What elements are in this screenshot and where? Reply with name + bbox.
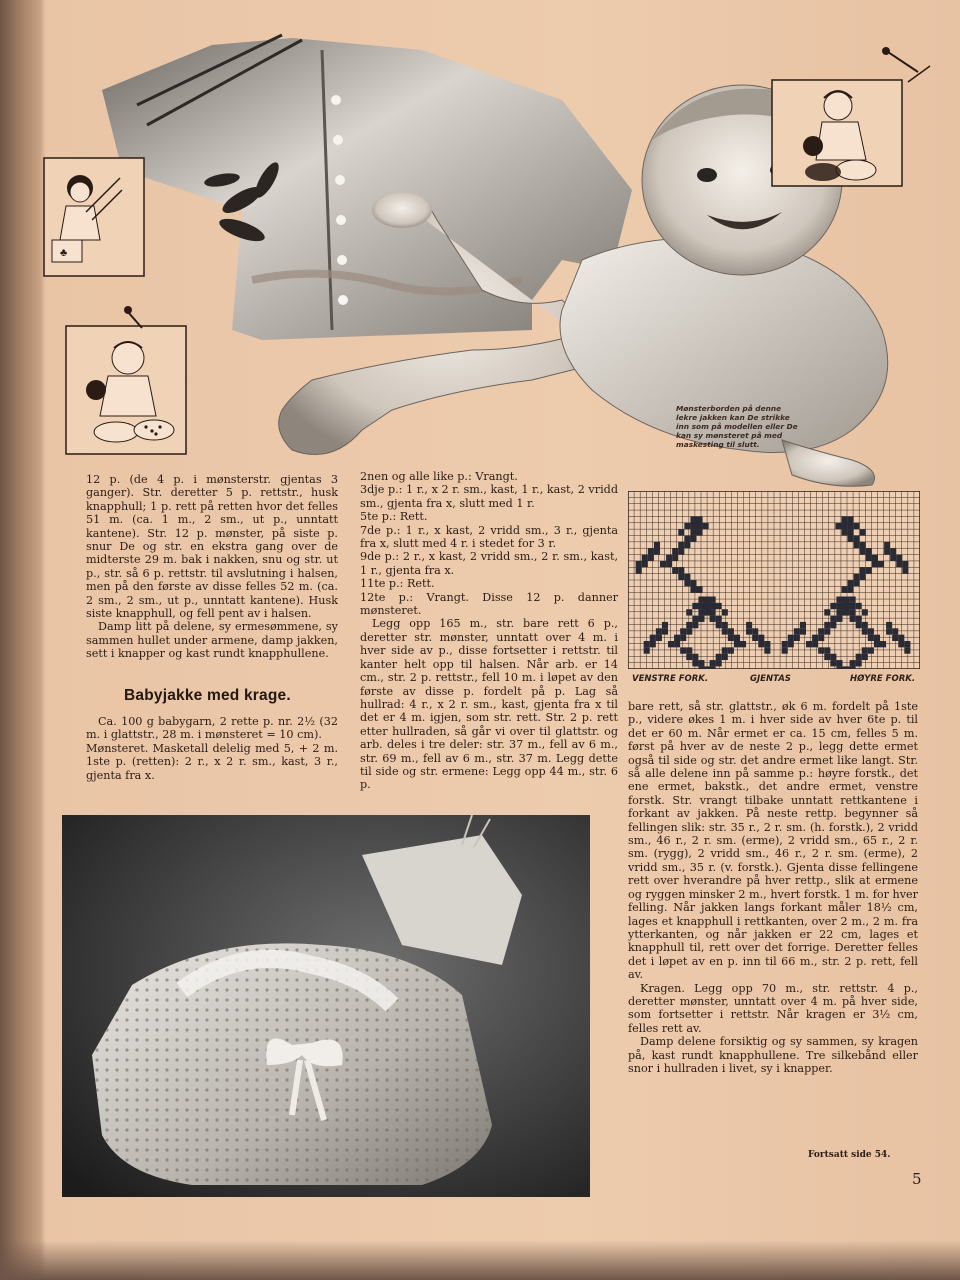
continued-note: Fortsatt side 54.: [808, 1150, 891, 1160]
illustration-girl-knitting: [30, 150, 148, 280]
column-1-text: [86, 473, 338, 661]
svg-text:♣: ♣: [60, 247, 68, 259]
chart-label-left: VENSTRE FORK.: [632, 674, 709, 684]
paragraph: 3dje p.: 1 r., x 2 r. sm., kast, 1 r., kast, 2 vridd sm., gjenta fra x, slutt med 1 r.: [360, 483, 618, 510]
paragraph: Legg opp 165 m., str. bare rett 6 p., deretter str. mønster, unntatt over 4 m. i hver side av p., disse fortsetter i rettstr. til kanter helt opp til halsen. Når arb. er 14 cm., str. 2 p. rettstr., fell 10 m. i løpet av den første av disse p. fordelt på p. Lag så hullrad: 4 r., x 2 r. sm., kast, gjenta fra x til det er 4 m. igjen, som str. rett. Str. 2 p. rett etter hullraden, så går vi over til glattstr. og arb. deles i tre deler: str. 37 m., fell av 6 m., str. 69 m., fell av 6 m., str. 37 m. Legg dette til side og str. ermene: Legg opp 44 m., str. 6 p.: [360, 617, 618, 792]
paragraph: 11te p.: Rett.: [360, 577, 435, 591]
paragraph: 9de p.: 2 r., x kast, 2 vridd sm., 2 r. sm., kast, 1 r., gjenta fra x.: [360, 550, 618, 577]
column-2-text: [360, 470, 618, 792]
paragraph: 7de p.: 1 r., x kast, 2 vridd sm., 3 r., gjenta fra x, slutt med 4 r. i stedet for 3 r.: [360, 523, 618, 551]
chart-labels: [632, 674, 922, 690]
paragraph: Mønsteret. Masketall delelig med 5, + 2 m. 1ste p. (retten): 2 r., x 2 r. sm., kast, 3 r., gjenta fra x.: [86, 741, 338, 782]
column-3-text: [628, 700, 918, 1075]
paragraph: bare rett, så str. glattstr., øk 6 m. fordelt på 1ste p., videre økes 1 m. i hver side av hver 6te p. til det er 60 m. Når ermet er ca. 15 cm, felles 5 m. først på hver av de neste 2 p., legg dette ermet også til side og str. det andre ermet like langt. Str. så alle delene inn på samme p.: høyre forstk., det ene ermet, bakstk., det andre ermet, venstre forstk. Str. vrangt tilbake unntatt rettkantene i forkant av jakken. På neste rettp. begynner så fellingen slik: str. 35 r., 2 r. sm. (h. forstk.), 2 vridd sm., 46 r., 2 r. sm. (erme), 2 vridd sm., 65 r., 2 r. sm. (rygg), 2 vridd sm., 46 r., 2 r. sm. (erme), 2 vridd sm., 35 r. (v. forstk.). Gjenta disse fellingene rett over hverandre på hver rettp., slik at ermene og ryggen minsker 2 m., hvert forstk. 1 m. for hver felling. Når jakken langs forkant måler 18½ cm, lages et knapphull i rettkanten, over 2 m., 2 m. fra ytterkanten, og når jakken er 22 cm, lages et knapphull til, rett over det forrige. Deretter felles det i løpet av en p. inn til 66 m., str. 2 p. rett, fell av.: [628, 700, 918, 982]
paragraph: Ca. 100 g babygarn, 2 rette p. nr. 2½ (32 m. i glattstr., 28 m. i mønsteret = 10 cm).: [86, 715, 338, 742]
column-1-materials: [86, 715, 338, 782]
photo-caption: Mønsterborden på denne lekre jakken kan De strikke inn som på modellen eller De kan sy mønsteret på med maskesting til slutt.: [676, 404, 798, 449]
illustration-child-with-toy: [56, 300, 196, 460]
paragraph: Damp litt på delene, sy ermesømmene, sy sammen hullet under armene, damp jakken, sett i knapper og kast rundt knapphullene.: [86, 620, 338, 661]
paragraph: Damp delene forsiktig og sy sammen, sy kragen på, kast rundt knapphullene. Tre silkebånd eller snor i hullraden i livet, sy i knapper.: [628, 1035, 918, 1075]
chart-label-middle: GJENTAS: [750, 674, 791, 684]
knitting-pattern-chart: [628, 491, 920, 669]
paragraph: 5te p.: Rett.: [360, 510, 428, 524]
page-edge-shadow: [0, 1240, 960, 1280]
jacket-photo-bottom: [62, 815, 590, 1197]
page-number: 5: [912, 1170, 922, 1188]
paragraph: 12te p.: Vrangt. Disse 12 p. danner mønsteret.: [360, 590, 618, 618]
paragraph: 2nen og alle like p.: Vrangt.: [360, 470, 518, 483]
paragraph: 12 p. (de 4 p. i mønsterstr. gjentas 3 ganger). Str. deretter 5 p. rettstr., husk knapphull; 1 p. rett på retten hvor det felles 51 m. (ca. 1 m., 2 sm., ut p., unntatt kantene). Str. 12 p. mønster, på siste p. snur De og str. en ekstra gang over de midterste 29 m. bak i nakken, snu og str. ut p., str. så 6 p. rettstr. til avslutning i halsen, men på den første av disse felles 52 m. (ca. 2 sm., 2 sm., ut p., unntatt kantene). Husk siste knapphull, og fell pent av i halsen.: [86, 473, 338, 621]
chart-label-right: HØYRE FORK.: [850, 674, 916, 684]
section-heading: Babyjakke med krage.: [124, 687, 291, 704]
paragraph: Kragen. Legg opp 70 m., str. rettstr. 4 p., deretter mønster, unntatt over 4 m. på hver side, som fortsetter i rettstr. Når kragen er 3½ cm, felles rett av.: [628, 981, 918, 1035]
illustration-girl-sewing: [768, 42, 933, 192]
